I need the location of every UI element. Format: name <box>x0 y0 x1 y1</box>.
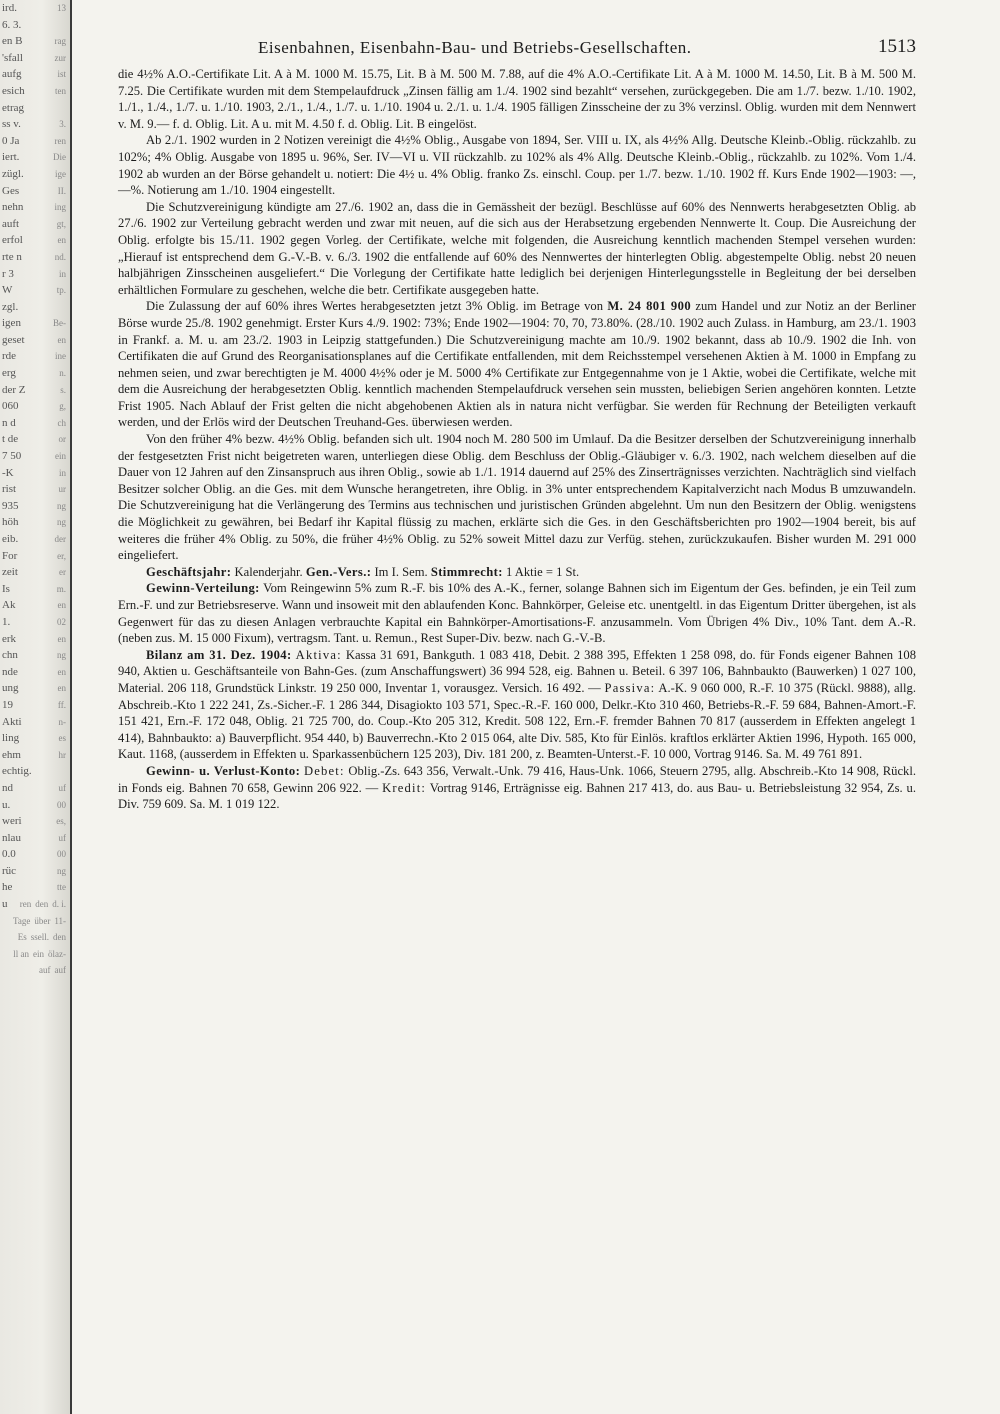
gutter-fragment-right: zur <box>54 52 66 63</box>
gutter-fragment-right: en <box>57 235 66 246</box>
gutter-fragment-right: ff. <box>57 699 66 710</box>
paragraph <box>118 66 916 132</box>
gutter-fragment-right: es, <box>56 816 66 827</box>
gutter-fragment <box>0 382 70 399</box>
gutter-fragment <box>0 0 70 17</box>
gutter-fragment-left: rte n <box>2 250 22 263</box>
gutter-fragment-right: ing <box>54 202 66 213</box>
gutter-fragment-left: ehm <box>2 748 21 761</box>
gutter-fragment <box>0 166 70 183</box>
gutter-fragment-left: erk <box>2 632 17 645</box>
gutter-fragment-left: nlau <box>2 831 21 844</box>
text-run: Im I. Sem. <box>371 564 431 579</box>
gutter-fragment <box>0 813 70 830</box>
gutter-fragment-right: ng <box>57 650 66 661</box>
gutter-fragment-left: iert. <box>2 151 20 164</box>
gutter-fragment-left: der Z <box>2 383 26 396</box>
gutter-fragment-right: ren <box>19 899 32 910</box>
gutter-fragment-left: n d <box>2 416 16 429</box>
gutter-fragment-left: nd <box>2 781 13 794</box>
gutter-fragment <box>0 564 70 581</box>
spaced-run: Aktiva: <box>295 647 342 662</box>
paragraph <box>118 298 916 431</box>
text-run: die 4½% A.O.-Certifikate Lit. A à M. 1000 M. 15.75, Lit. B à M. 500 M. 7.88, auf die 4% A.O.-Certifikate Lit. A à M. 1000 M. 14.50, Lit. B à M. 500 M. 7.25. Die Certifikate wurden mit dem Stempelaufdruck „Zinsen fällig am 1./4. 1902 sind bezahlt“ versehen, zurückgegeben. Die am 1./7. bezw. 1./10. 1902, 1./1., 1./4., 1./7. u. 1./10. 1903, 2./1., 1./4., 1./7. u. 1./10. 1904 u. 2./1. u. 1./4. 1905 fälligen Zinsscheine der zu 3% verzinsl. Oblig. wurden mit dem Nennwert v. M. 9.— f. d. Oblig. Lit. A u. mit M. 4.50 f. d. Oblig. Lit. B eingelöst. <box>118 67 916 131</box>
gutter-fragment <box>0 17 70 34</box>
gutter-fragment-left: u. <box>2 798 11 811</box>
gutter-fragment-right: g, <box>59 401 66 412</box>
gutter-fragment-left: W <box>2 284 13 297</box>
gutter-fragment-right: 11- <box>54 915 66 926</box>
gutter-fragment <box>0 266 70 283</box>
gutter-fragment-left: rde <box>2 350 17 363</box>
gutter-fragment-left: nde <box>2 665 18 678</box>
gutter-fragment-right: Es <box>17 932 27 943</box>
gutter-fragment-left: auft <box>2 217 20 230</box>
gutter-fragment <box>0 714 70 731</box>
bold-run: Geschäftsjahr: <box>146 564 232 579</box>
gutter-fragment-left: Is <box>2 582 10 595</box>
gutter-fragment-right: en <box>57 666 66 677</box>
gutter-fragment <box>0 797 70 814</box>
gutter-fragment <box>0 216 70 233</box>
gutter-fragment-right: über <box>34 915 51 926</box>
gutter-fragment-left: Ges <box>2 184 20 197</box>
gutter-fragment-left: zgl. <box>2 300 19 313</box>
gutter-fragment <box>0 548 70 565</box>
paragraph <box>118 431 916 564</box>
gutter-fragment <box>0 498 70 515</box>
text-run: Kassa 31 691, Bankguth. 1 083 418, Debit. 2 388 395, Effekten 1 258 098, do. für Fonds eigener Bahnen 108 940, Aktien u. Geschäftsanteile von Bahn-Ges. (zum Anschaffungswert) 36 994 528, eig. Bahnen u. Beteil. 6 397 106, Bahnbaukto (Bauwerken) 1 027 100, Material. 206 118, Grundstück Linkstr. 19 250 000, Inventar 1, vorausgez. Versich. 16 492. — <box>118 647 916 695</box>
gutter-fragment-right: es <box>58 733 66 744</box>
gutter-fragment-right: 00 <box>57 799 66 810</box>
paragraph <box>118 647 916 763</box>
text-run: Die Schutzvereinigung kündigte am 27./6. 1902 an, dass die in Gemässheit der bezügl. Beschlüsse auf 60% des Nennwerts herabgesetzten Oblig. ab 27./6. 1902 zur Verteilung gebracht werden und zwar mit neuen, auf die sich aus der Herabsetzung ergebenden Nennwerte lt. Coup. Die Ausreichung der Oblig. erfolgte bis 15./11. 1902 gegen Vorleg. der Certifikate, welche mit folgenden, die Ausreichung kenntlich machenden Stempel versehen wurden: „Hierauf ist entsprechend dem G.-V.-B. v. 6./3. 1902 die entfallende auf 60% des Nennwertes der hinterlegten Oblig. abgestempelte Oblig. nebst 20 neuen halbjährigen Zinsscheinen ausgeliefert.“ Die Vorlegung der Certifikate hatte lediglich bei derjenigen Hinterlegungsstelle in Begleitung der bei derselben erhältlichen Formulare zu geschehen, welche die betr. Certifikate ausgegeben hatte. <box>118 199 916 297</box>
spaced-run: Debet: <box>303 763 345 778</box>
gutter-fragment-left: aufg <box>2 68 22 81</box>
bold-run: Gewinn-Verteilung: <box>146 581 260 596</box>
gutter-fragment-right: 3. <box>59 119 66 130</box>
gutter-fragment <box>0 365 70 382</box>
gutter-fragment-right: tp. <box>56 285 66 296</box>
paragraph <box>118 132 916 198</box>
gutter-fragment-right: ige <box>55 168 66 179</box>
gutter-fragment <box>0 481 70 498</box>
gutter-fragment-right: ng <box>57 865 66 876</box>
gutter-fragment-left: eib. <box>2 533 19 545</box>
gutter-fragment-right: der <box>54 534 66 544</box>
gutter-fragment-right: en <box>57 600 66 611</box>
text-run: Kalenderjahr. <box>231 564 306 579</box>
gutter-fragment-right: ur <box>58 484 66 495</box>
gutter-fragment-left: nehn <box>2 201 24 214</box>
gutter-fragment <box>0 50 70 67</box>
gutter-fragment-right: den <box>35 899 49 910</box>
adjacent-page-edge <box>0 0 72 1414</box>
gutter-fragment <box>0 66 70 83</box>
gutter-fragment-left: rist <box>2 483 17 496</box>
gutter-fragment-left: weri <box>2 815 22 828</box>
gutter-fragment-right: ein <box>55 451 66 462</box>
text-run: Vortrag 9146, Erträgnisse eig. Bahnen 217 413, do. aus Bau- u. Betriebsleistung 32 954, Zs. u. Div. 759 609. Sa. M. 1 019 122. <box>118 780 916 812</box>
gutter-fragment-left: zügl. <box>2 167 24 180</box>
gutter-fragment <box>0 33 70 50</box>
gutter-fragment-left: zeit <box>2 566 18 579</box>
gutter-fragment-right: hr <box>58 749 66 760</box>
gutter-fragment-right: m. <box>56 583 66 594</box>
gutter-fragment-left: rüc <box>2 864 17 877</box>
gutter-fragment <box>0 780 70 797</box>
gutter-fragment <box>0 398 70 415</box>
gutter-fragment <box>0 332 70 349</box>
gutter-fragment <box>0 100 70 117</box>
text-run: Oblig.-Zs. 643 356, Verwalt.-Unk. 79 416, Haus-Unk. 1066, Steuern 2795, allg. Abschreib.-Kto 14 908, Rückl. in Fonds eig. Bahnen 70 658, Gewinn 206 922. — <box>118 763 917 795</box>
gutter-fragment <box>0 465 70 482</box>
bold-run: M. 24 801 900 <box>607 299 692 314</box>
gutter-fragment-left: Ak <box>2 599 16 612</box>
page-header <box>118 34 916 66</box>
spaced-run: Kredit: <box>382 780 427 795</box>
gutter-fragment <box>0 531 70 548</box>
gutter-fragment-right: auf <box>39 965 51 976</box>
gutter-fragment-left: ling <box>2 732 20 745</box>
document-page <box>118 34 916 813</box>
gutter-fragment <box>0 581 70 598</box>
gutter-fragment <box>0 647 70 664</box>
gutter-fragment-right: ren <box>54 135 66 146</box>
gutter-fragment-left: 6. 3. <box>2 18 22 31</box>
gutter-fragment-right: n. <box>59 368 66 379</box>
gutter-fragment <box>0 116 70 133</box>
gutter-fragment-left: etrag <box>2 101 24 114</box>
gutter-fragment-right: ten <box>55 85 66 96</box>
gutter-fragment-right: ssell. <box>30 932 49 943</box>
gutter-fragment <box>0 431 70 448</box>
gutter-fragment-right: den <box>53 932 66 943</box>
gutter-fragment <box>0 415 70 432</box>
gutter-fragment <box>0 448 70 465</box>
paragraph <box>118 580 916 646</box>
gutter-fragment-left: t de <box>2 433 19 446</box>
gutter-fragment-left: For <box>2 549 18 562</box>
spaced-run: Passiva: <box>604 680 656 695</box>
gutter-fragment-right: tte <box>57 882 66 893</box>
gutter-fragment-right: d. i. <box>52 899 66 910</box>
gutter-fragment-right: auf <box>54 965 66 976</box>
gutter-fragment-right: Be- <box>53 318 66 329</box>
gutter-fragment-right: uf <box>58 832 66 843</box>
paragraph <box>118 199 916 299</box>
gutter-fragment-right: ng <box>57 500 66 511</box>
gutter-fragment <box>0 348 70 365</box>
gutter-fragment-right: II. <box>57 185 66 196</box>
text-run: A.-K. 9 060 000, R.-F. 10 375 (Rückl. 9888), allg. Abschreib.-Kto 1 222 241, Zs.-Sicher.-F. 1 286 344, Disagiokto 103 571, Spec.-R.-F. 160 000, Delkr.-Kto 310 460, Betriebs-R.-F. 59 684, Bahnen-Amort.-F. 151 421, Ern.-F. 172 048, Oblig. 21 725 700, do. Coup.-Kto 205 312, Kredit. 508 122, Ern.-F. fremder Bahnen 70 817 (ausserdem in Effekten angelegt 1 414), Bahnbaukto: a) Bauverpflicht. 954 440, b) Bauverrechn.-Kto 2 015 064, alte Div. 585, Kto für Einlös. kraftlos erklärter Aktien 1996, Hypoth. 165 000, Kaut. 1168, (ausserdem in Effekten u. Sparkassenbüchern 125 203), Div. 181 200, z. Beamten-Unterst.-F. 10 000, Vortrag 9146. Sa. M. 49 761 891. <box>118 680 916 762</box>
bold-run: Bilanz am 31. Dez. 1904: <box>146 647 292 662</box>
gutter-fragment-right: rag <box>54 36 66 47</box>
gutter-fragment-right: s. <box>60 384 66 395</box>
gutter-fragment-right: ll an <box>13 948 29 959</box>
gutter-fragment <box>0 299 70 316</box>
paragraph <box>118 763 916 813</box>
page-number: 1513 <box>878 36 916 57</box>
gutter-fragment <box>0 730 70 747</box>
gutter-fragment-left: 1. <box>2 615 11 628</box>
gutter-fragment-right: ch <box>57 417 66 428</box>
gutter-fragment-left: erfol <box>2 234 23 247</box>
text-run: 1 Aktie = 1 St. <box>502 564 580 579</box>
gutter-fragment <box>0 664 70 681</box>
gutter-fragment-left: erg <box>2 367 16 380</box>
gutter-fragment-left: 060 <box>2 400 19 413</box>
text-run: Vom Reingewinn 5% zum R.-F. bis 10% des A.-K., ferner, solange Bahnen sich im Eigentum der Ges. befinden, je ein Teil zum Ern.-F. und zur Betriebsreserve. Wann und insoweit mit den ablaufenden Konc. Bahnkörper, Geleise etc. unentgeltl. in das Eigentum Dritter übergehen, ist als Gegenwert für das zu diesen Anlagen verbrauchte Kapital ein Bahnkörper-Amortisations-F. anzusammeln. Vom Übrigen 4% Div., 10% Tant. dem A.-R. (neben zus. M. 15 000 Fixum), vertragsm. Tant. u. Remun., Rest Super-Div. bezw. nach G.-V.-B. <box>118 581 916 646</box>
gutter-fragment-right: ng <box>57 517 66 528</box>
bold-run: Gewinn- u. Verlust-Konto: <box>146 763 301 778</box>
gutter-fragment <box>0 863 70 880</box>
gutter-fragment-left: 0 Ja <box>2 134 20 147</box>
gutter-fragment-left: Akti <box>2 715 22 728</box>
text-run: zum Handel und zur Notiz an der Berliner Börse wurde 25./8. 1902 genehmigt. Erster Kurs 4./9. 1902: 73%; Ende 1902—1904: 70, 70, 73.80%. (28./10. 1902 auch Zulass. in Hamburg, am 23./1. 1903 in Frankf. a. M. u. am 23./2. 1903 in Leipzig stattgefunden.) Die Schutzvereinigung machte am 10./9. 1902 bekannt, dass ab 10./9. 1902 die Inh. von Certifikaten die auf Grund des Reorganisationsplanes auf die Certifikate entfallenden, mit dem Reichsstempel versehenen Aktien à M. 1000 in Empfang zu nehmen seien, und zwar berechtigten je M. 4000 4½% oder je M. 5000 4% Certifikate zur Entgegennahme von je 1 Aktie, wobei die Certifikate, welche mit dem die Ausreichung der herabgesetzten Oblig. kenntlich machenden Stempelaufdruck versehen sein mussten, beliebigen Serien angehören konnten. Letzte Frist 1905. Nach Ablauf der Frist gelten die nicht abgehobenen Aktien als in natura nicht verfügbar. Sie werden für Rechnung der Beteiligten verkauft werden, und der Erlös wird der Deutschen Treuhand-Ges. überwiesen werden. <box>118 299 916 430</box>
gutter-fragment-right: 13 <box>57 3 66 13</box>
gutter-fragment <box>0 315 70 332</box>
gutter-fragment-right: uf <box>58 782 66 793</box>
gutter-fragment <box>0 631 70 648</box>
gutter-fragment <box>0 614 70 631</box>
paragraph <box>118 564 916 581</box>
gutter-fragment <box>0 680 70 697</box>
gutter-fragment-left: 935 <box>2 499 19 512</box>
gutter-fragment-right: er <box>59 567 66 578</box>
gutter-fragment <box>0 199 70 216</box>
gutter-fragment <box>0 282 70 299</box>
gutter-fragment <box>0 879 70 896</box>
gutter-fragment <box>0 514 70 531</box>
gutter-fragment-left: 'sfall <box>2 51 23 64</box>
gutter-fragment-left: 19 <box>2 698 13 711</box>
page-body <box>118 66 916 813</box>
text-run: Die Zulassung der auf 60% ihres Wertes herabgesetzten jetzt 3% Oblig. im Betrage von <box>146 299 608 314</box>
gutter-fragment-left: echtig. <box>2 765 32 778</box>
running-title: Eisenbahnen, Eisenbahn-Bau- und Betriebs-Gesellschaften. <box>258 38 692 57</box>
gutter-fragment-left: höh <box>2 516 19 529</box>
gutter-fragment-left: igen <box>2 317 21 330</box>
bold-run: Stimmrecht: <box>430 564 503 579</box>
gutter-fragment <box>0 133 70 150</box>
gutter-fragment-left: ung <box>2 682 19 695</box>
gutter-fragment <box>0 763 70 780</box>
gutter-fragment-left: he <box>2 881 13 894</box>
gutter-fragment-right: ine <box>55 351 66 362</box>
gutter-fragment-right: er, <box>57 550 66 561</box>
gutter-fragment <box>0 183 70 200</box>
gutter-fragment <box>0 697 70 714</box>
gutter-fragment-right: ein <box>33 948 44 959</box>
gutter-fragment-right: 00 <box>57 849 66 860</box>
gutter-fragment-left: chn <box>2 649 18 662</box>
gutter-fragment-right: in <box>58 467 66 478</box>
gutter-fragment-right: Tage <box>12 915 31 926</box>
gutter-fragment <box>0 830 70 847</box>
gutter-fragment <box>0 232 70 249</box>
gutter-fragment-left: geset <box>2 333 25 346</box>
gutter-fragment-right: en <box>57 633 66 644</box>
gutter-fragment-right: Die <box>53 152 66 163</box>
gutter-fragment-right: en <box>57 334 66 345</box>
gutter-fragment-right: en <box>57 683 66 694</box>
gutter-fragment <box>0 249 70 266</box>
gutter-fragment-left: ird. <box>2 2 17 14</box>
gutter-fragment <box>0 846 70 863</box>
gutter-fragment-right: gt, <box>56 218 66 229</box>
gutter-fragment-left: u <box>2 898 8 911</box>
gutter-fragment-left: -K <box>2 466 14 479</box>
gutter-fragment-right: n- <box>58 716 66 727</box>
gutter-fragment-right: 02 <box>57 616 66 627</box>
gutter-fragment-right: in <box>58 268 66 279</box>
gutter-fragment-left: en B <box>2 35 23 48</box>
gutter-fragment-left: ss v. <box>2 118 21 131</box>
text-run: Ab 2./1. 1902 wurden in 2 Notizen vereinigt die 4½% Oblig., Ausgabe von 1894, Ser. VIII u. IX, als 4½% Allg. Deutsche Kleinb.-Oblig. rückzahlb. zu 102%; 4% Oblig. Ausgabe von 1895 u. 96%, Ser. IV—VI u. VII rückzahlb. zu 102% als 4% Allg. Deutsche Kleinb.-Oblig., rückzahlb. zu 102%. Vom 1./4. 1902 ab wurden an der Börse gehandelt u. notiert: Die 4½ u. 4% Oblig. franko Zs. einschl. Coup. per 1./7. bezw. 1./10. 1902 ff. Kurs Ende 1902—1903: —, —%. Notierung am 1./10. 1904 eingestellt. <box>118 133 916 198</box>
gutter-fragment-right: ölaz- <box>48 948 66 959</box>
gutter-fragment-left: 0.0 <box>2 848 16 861</box>
gutter-fragment-left: 7 50 <box>2 450 22 463</box>
gutter-fragment <box>0 149 70 166</box>
gutter-fragment-left: r 3 <box>2 267 14 280</box>
gutter-fragment-left: esich <box>2 84 25 97</box>
gutter-fragment <box>0 83 70 100</box>
bold-run: Gen.-Vers.: <box>305 564 372 579</box>
text-run: Von den früher 4% bezw. 4½% Oblig. befanden sich ult. 1904 noch M. 280 500 im Umlauf. Da die Besitzer derselben der Schutzvereinigung innerhalb der festgesetzten Frist nicht beigetreten waren, unterliegen diese Oblig. dem Beschluss der Oblig.-Gläubiger v. 6./3. 1902, nach welchem dieselben auf die Dauer von 12 Jahren auf den Zinsanspruch aus ihren Oblig., sowie ab 1./1. 1914 dauernd auf 25% des Zinserträgnisses verzichten. Nachträglich sind vielfach Besitzer solcher Oblig. an die Ges. mit dem Wunsche herangetreten, ihre Oblig. in 3% unter entsprechendem Kapitalverzicht nach Modus B umzuwandeln. Die Schutzvereinigung hat die Verlängerung des Termins aus technischen und juristischen Gründen abgelehnt. Um nun den Besitzern der Oblig. wenigstens die Möglichkeit zu gewähren, bei Bedarf ihr Kapital flüssig zu machen, erklärte sich die Ges. in den Geschäftsberichten pro 1902—1904 bereit, bis auf weiteres die früher 4% Oblig. zu 50%, die früher 4½% Oblig. zu 52% soweit Mittel dazu zur Verfüg. stehen, zurückzukaufen. Bisher wurden M. 291 000 eingeliefert. <box>118 432 916 563</box>
gutter-fragment-right: nd. <box>54 251 66 262</box>
gutter-fragment <box>0 747 70 764</box>
gutter-fragment-right: ist <box>57 69 66 80</box>
gutter-fragment <box>0 597 70 614</box>
gutter-fragment-right: or <box>58 434 66 445</box>
